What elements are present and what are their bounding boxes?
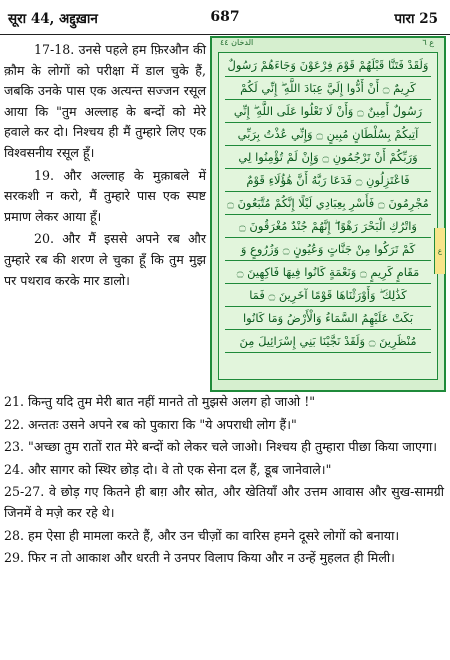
arabic-line: كَمْ تَرَكُوا مِنْ جَنَّاتٍ وَعُيُونٍ ۝ وَزُرُوعٍ وَ: [225, 239, 431, 261]
arabic-line: رَسُولٌ أَمِينٌ ۝ وَأَنْ لَا تَعْلُوا عَلَى اللَّهِ ۖ إِنِّي: [225, 101, 431, 123]
arabic-line: آتِيكُمْ بِسُلْطَانٍ مُبِينٍ ۝ وَإِنِّي عُذْتُ بِرَبِّي: [225, 124, 431, 146]
translation-verse-29: 29. फिर न तो आकाश और धरती ने उनपर विलाप किया और न उन्हें मुहलत ही मिली।: [4, 550, 395, 566]
ruku-label: ع ٦: [422, 38, 434, 47]
arabic-line: فَاعْتَزِلُونِ ۝ فَدَعَا رَبَّهُ أَنَّ هَٰؤُلَاءِ قَوْمٌ: [225, 170, 431, 192]
arabic-line: وَلَقَدْ فَتَنَّا قَبْلَهُمْ قَوْمَ فِرْعَوْنَ وَجَاءَهُمْ رَسُولٌ: [225, 55, 431, 77]
translation-verse-24: 24. और सागर को स्थिर छोड़ दो। वे तो एक सेना दल हैं, डूब जानेवाले।": [4, 461, 332, 477]
arabic-line: مُجْرِمُونَ ۝ فَأَسْرِ بِعِبَادِي لَيْلًا إِنَّكُمْ مُتَّبَعُونَ ۝: [225, 193, 431, 215]
translation-verse-25-27: 25-27. वे छोड़ गए कितने ही बाग़ और स्रोत, और खेतियाँ और उत्तम आवास और सुख-सामग्री जिनमें वे मज़े कर रहे थे।: [4, 484, 444, 520]
arabic-line: وَاتْرُكِ الْبَحْرَ رَهْوًا ۖ إِنَّهُمْ جُنْدٌ مُغْرَقُونَ ۝: [225, 216, 431, 238]
translation-verse-22: 22. अन्ततः उसने अपने रब को पुकारा कि "ये अपराधी लोग हैं।": [4, 416, 297, 432]
surah-title: सूरा 44, अद्दुख़ान: [8, 11, 98, 27]
arabic-line: كَرِيمٌ ۝ أَنْ أَدُّوا إِلَيَّ عِبَادَ اللَّهِ ۖ إِنِّي لَكُمْ: [225, 78, 431, 100]
page-header: [0, 0, 450, 35]
arabic-line: كَذَٰلِكَ ۖ وَأَوْرَثْنَاهَا قَوْمًا آخَرِينَ ۝ فَمَا: [225, 285, 431, 307]
page-number: 687: [210, 9, 240, 25]
translation-verse-20: 20. और मैं इससे अपने रब और तुम्हारे रब की शरण ले चुका हूँ कि तुम मुझ पर पथराव करके मार डालो।: [4, 231, 206, 288]
arabic-text-frame: [218, 52, 438, 380]
translation-verse-21: 21. किन्तु यदि तुम मेरी बात नहीं मानते तो मुझसे अलग हो जाओ !": [4, 394, 316, 409]
arabic-line: مَقَامٍ كَرِيمٍ ۝ وَنَعْمَةٍ كَانُوا فِيهَا فَاكِهِينَ ۝: [225, 262, 431, 284]
translation-verse-28: 28. हम ऐसा ही मामला करते हैं, और उन चीज़ों का वारिस हमने दूसरे लोगों को बनाया।: [4, 527, 400, 543]
left-translation-column: [4, 40, 206, 293]
para-number: पारा 25: [394, 11, 438, 27]
arabic-line: وَرَبِّكُمْ أَنْ تَرْجُمُونِ ۝ وَإِنْ لَمْ تُؤْمِنُوا لِي: [225, 147, 431, 169]
translation-verse-23: 23. "अच्छा तुम रातों रात मेरे बन्दों को लेकर चले जाओ। निश्चय ही तुम्हारा पीछा किया जाएगा।: [4, 439, 438, 455]
surah-label: الدخان ٤٤: [220, 38, 254, 47]
translation-verse-17-18: 17-18. उनसे पहले हम फ़िरऔन की क़ौम के लोगों को परीक्षा में डाल चुके हैं, जबकि उनके पास एक अत्यन्त सज्जन रसूल आया कि "तुम अल्लाह के बन्दों को मेरे हवाले कर दो। निश्चय ही मैं तुम्हारे लिए एक विश्वसनीय रसूल हूँ।: [4, 42, 206, 160]
ruku-margin-mark: ع: [434, 228, 445, 274]
arabic-line: بَكَتْ عَلَيْهِمُ السَّمَاءُ وَالْأَرْضُ وَمَا كَانُوا: [225, 308, 431, 330]
translation-verse-19: 19. और अल्लाह के मुक़ाबले में सरकशी न करो, मैं तुम्हारे पास एक स्पष्ट प्रमाण लेकर आया हूँ।: [4, 167, 206, 224]
full-width-translation: [4, 392, 444, 571]
arabic-line: مُنْظَرِينَ ۝ وَلَقَدْ نَجَّيْنَا بَنِي إِسْرَائِيلَ مِنَ: [225, 331, 431, 353]
arabic-text-panel: [210, 36, 446, 392]
